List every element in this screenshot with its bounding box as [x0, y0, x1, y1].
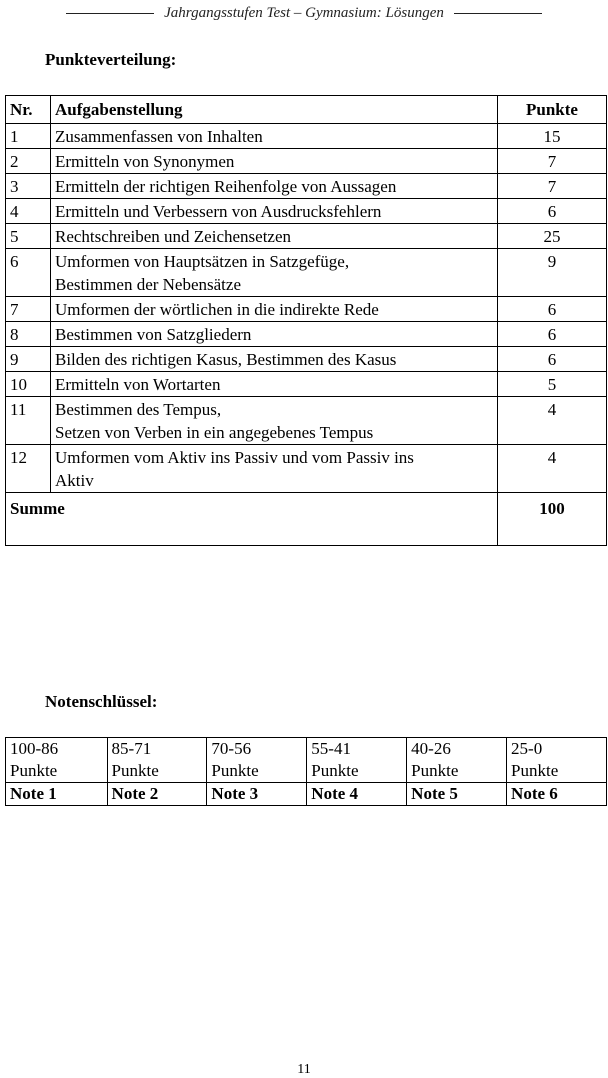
task-points: 6 [498, 347, 607, 372]
page-header [0, 4, 608, 22]
task-number: 12 [6, 445, 51, 493]
task-points: 6 [498, 297, 607, 322]
task-number: 6 [6, 249, 51, 297]
column-header-nr: Nr. [6, 96, 51, 124]
grade-range: 55-41 [311, 739, 351, 758]
table-row [6, 372, 607, 397]
task-description [51, 445, 498, 493]
table-row [6, 249, 607, 297]
task-description [51, 322, 498, 347]
task-description [51, 124, 498, 149]
task-points: 5 [498, 372, 607, 397]
task-number: 11 [6, 397, 51, 445]
grade-unit: Punkte [511, 761, 559, 780]
task-description [51, 199, 498, 224]
table-row [6, 397, 607, 445]
grade-range-cell [107, 738, 207, 783]
task-points: 4 [498, 397, 607, 445]
task-number: 7 [6, 297, 51, 322]
task-line: Zusammenfassen von Inhalten [55, 127, 263, 146]
grade-note: Note 3 [207, 783, 307, 806]
sum-row [6, 493, 607, 546]
task-description [51, 397, 498, 445]
task-points: 6 [498, 199, 607, 224]
task-number: 4 [6, 199, 51, 224]
task-line: Bestimmen von Satzgliedern [55, 325, 252, 344]
column-header-task: Aufgabenstellung [51, 96, 498, 124]
grade-section-title: Notenschlüssel: [45, 692, 158, 711]
header-title: Jahrgangsstufen Test – Gymnasium: Lösungen [164, 4, 444, 21]
grade-range: 25-0 [511, 739, 543, 758]
grade-table [5, 737, 607, 806]
task-points: 6 [498, 322, 607, 347]
task-number: 8 [6, 322, 51, 347]
task-line: Umformen der wörtlichen in die indirekte Rede [55, 300, 379, 319]
task-line: Bilden des richtigen Kasus, Bestimmen des Kasus [55, 350, 397, 369]
table-row [6, 347, 607, 372]
points-table [5, 95, 607, 546]
table-row [6, 124, 607, 149]
task-number: 10 [6, 372, 51, 397]
task-line: Ermitteln der richtigen Reihenfolge von Aussagen [55, 177, 397, 196]
grade-unit: Punkte [111, 761, 159, 780]
task-number: 2 [6, 149, 51, 174]
task-description [51, 149, 498, 174]
table-row [6, 149, 607, 174]
task-number: 3 [6, 174, 51, 199]
grade-range: 70-56 [211, 739, 252, 758]
grade-range-cell [307, 738, 407, 783]
task-points: 15 [498, 124, 607, 149]
header-rule-left [66, 13, 154, 14]
task-points: 25 [498, 224, 607, 249]
table-row [6, 445, 607, 493]
task-line: Ermitteln von Synonymen [55, 152, 235, 171]
grade-note: Note 5 [407, 783, 507, 806]
grade-unit: Punkte [211, 761, 259, 780]
sum-label: Summe [6, 493, 498, 546]
table-row [6, 199, 607, 224]
grade-note: Note 6 [507, 783, 607, 806]
task-line: Aktiv [55, 471, 94, 490]
task-line: Setzen von Verben in ein angegebenes Tempus [55, 423, 374, 442]
points-table-header [6, 96, 607, 124]
grade-unit: Punkte [10, 761, 58, 780]
table-row [6, 224, 607, 249]
grade-range-cell [207, 738, 307, 783]
table-row [6, 322, 607, 347]
task-line: Ermitteln und Verbessern von Ausdrucksfehlern [55, 202, 382, 221]
grade-range: 85-71 [111, 739, 152, 758]
table-row [6, 174, 607, 199]
column-header-points: Punkte [498, 96, 607, 124]
task-line: Umformen von Hauptsätzen in Satzgefüge, [55, 252, 350, 271]
grade-range-cell [407, 738, 507, 783]
task-number: 5 [6, 224, 51, 249]
task-points: 7 [498, 149, 607, 174]
grade-range: 40-26 [411, 739, 451, 758]
task-line: Bestimmen des Tempus, [55, 400, 222, 419]
grade-range-cell [507, 738, 607, 783]
page-number: 11 [297, 1062, 311, 1077]
task-description [51, 249, 498, 297]
task-line: Ermitteln von Wortarten [55, 375, 221, 394]
task-points: 4 [498, 445, 607, 493]
task-description [51, 224, 498, 249]
header-rule-right [454, 13, 542, 14]
task-points: 7 [498, 174, 607, 199]
grade-note: Note 4 [307, 783, 407, 806]
task-number: 9 [6, 347, 51, 372]
points-section-title: Punkteverteilung: [45, 50, 177, 69]
grade-range-cell [6, 738, 108, 783]
grade-range: 100-86 [10, 739, 59, 758]
task-description [51, 372, 498, 397]
task-line: Bestimmen der Nebensätze [55, 275, 241, 294]
grade-note: Note 2 [107, 783, 207, 806]
table-row [6, 297, 607, 322]
task-number: 1 [6, 124, 51, 149]
task-description [51, 347, 498, 372]
task-line: Rechtschreiben und Zeichensetzen [55, 227, 292, 246]
task-points: 9 [498, 249, 607, 297]
grade-range-row [6, 738, 607, 783]
grade-unit: Punkte [411, 761, 459, 780]
grade-unit: Punkte [311, 761, 359, 780]
grade-note-row [6, 783, 607, 806]
task-line: Umformen vom Aktiv ins Passiv und vom Passiv ins [55, 448, 414, 467]
task-description [51, 174, 498, 199]
task-description [51, 297, 498, 322]
sum-value: 100 [498, 493, 607, 546]
grade-note: Note 1 [6, 783, 108, 806]
